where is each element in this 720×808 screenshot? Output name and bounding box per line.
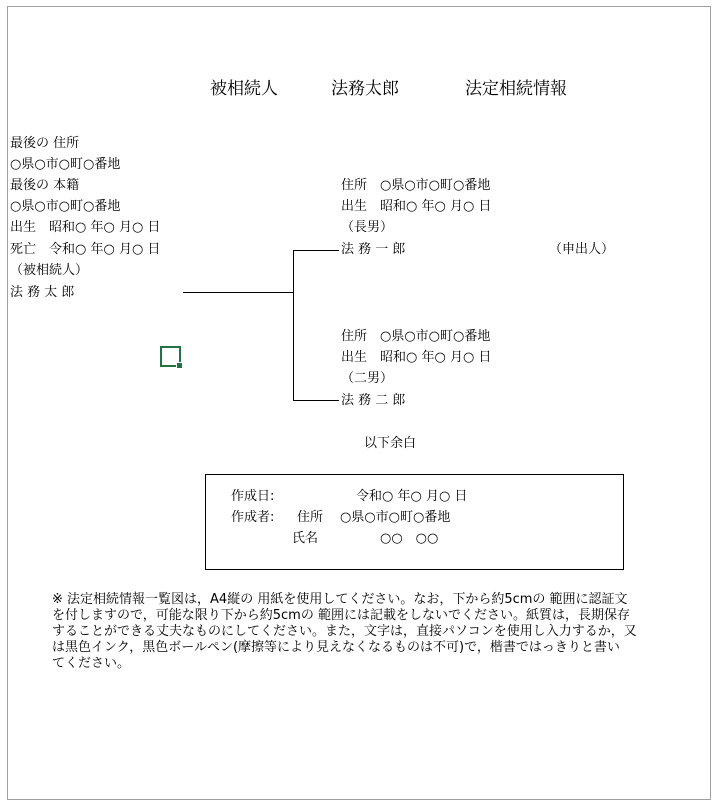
- tree-line-decedent: [183, 292, 294, 293]
- creator-name-value: ○○ ○○: [380, 531, 439, 546]
- creator-name-label: 氏名: [292, 531, 319, 546]
- instructions-note: [52, 592, 677, 672]
- creator-address-label: 住所: [297, 510, 324, 525]
- creation-date-label: 作成日:: [231, 489, 275, 504]
- blank-below-label: 以下余白: [364, 436, 417, 451]
- heir2-address: 住所 ○県○市○町○番地: [341, 329, 491, 344]
- tree-line-heir2: [293, 400, 339, 401]
- note-line: を付しますので，可能な限り下から約5cmの 範囲には記載をしないでください。紙質は，長期保存: [52, 608, 630, 623]
- heir1-name: 法 務 一 郎: [341, 242, 406, 257]
- decedent-name: 法 務 太 郎: [10, 285, 75, 300]
- decedent-role: （被相続人）: [10, 263, 89, 278]
- decedent-birth: 出生 昭和○ 年○ 月○ 日: [10, 220, 161, 235]
- note-line: ※ 法定相続情報一覧図は，A4縦の 用紙を使用してください。なお，下から約5cmの 範囲に認証文: [52, 592, 628, 607]
- selected-cell[interactable]: [160, 346, 181, 367]
- note-line: することができる丈夫なものにしてください。また，文字は，直接パソコンを使用し入力するか，又: [52, 624, 637, 639]
- creator-address-value: ○県○市○町○番地: [340, 510, 451, 525]
- note-line: は黒色インク，黒色ボールペン(摩擦等により見えなくなるものは不可)で，楷書ではっきりと書い: [52, 640, 620, 655]
- title-decedent-label: 被相続人: [210, 79, 278, 99]
- title-decedent-name: 法務太郎: [331, 79, 399, 99]
- last-address-value: ○県○市○町○番地: [10, 157, 121, 172]
- creation-date-value: 令和○ 年○ 月○ 日: [356, 489, 468, 504]
- tree-line-vertical: [293, 250, 294, 401]
- heir2-relation: （二男）: [341, 371, 394, 386]
- fill-handle[interactable]: [176, 362, 183, 369]
- heir2-name: 法 務 二 郎: [341, 393, 406, 408]
- heir1-applicant: （申出人）: [549, 242, 615, 257]
- heir1-relation: （長男）: [341, 220, 394, 235]
- heir1-birth: 出生 昭和○ 年○ 月○ 日: [341, 199, 492, 214]
- last-address-label: 最後の 住所: [10, 136, 80, 151]
- heir2-birth: 出生 昭和○ 年○ 月○ 日: [341, 350, 492, 365]
- creator-label: 作成者:: [231, 510, 275, 525]
- note-line: てください。: [52, 656, 131, 671]
- decedent-death: 死亡 令和○ 年○ 月○ 日: [10, 242, 161, 257]
- last-domicile-value: ○県○市○町○番地: [10, 199, 121, 214]
- tree-line-heir1: [293, 250, 339, 251]
- last-domicile-label: 最後の 本籍: [10, 178, 80, 193]
- page-title: 法定相続情報: [465, 79, 567, 99]
- heir1-address: 住所 ○県○市○町○番地: [341, 178, 491, 193]
